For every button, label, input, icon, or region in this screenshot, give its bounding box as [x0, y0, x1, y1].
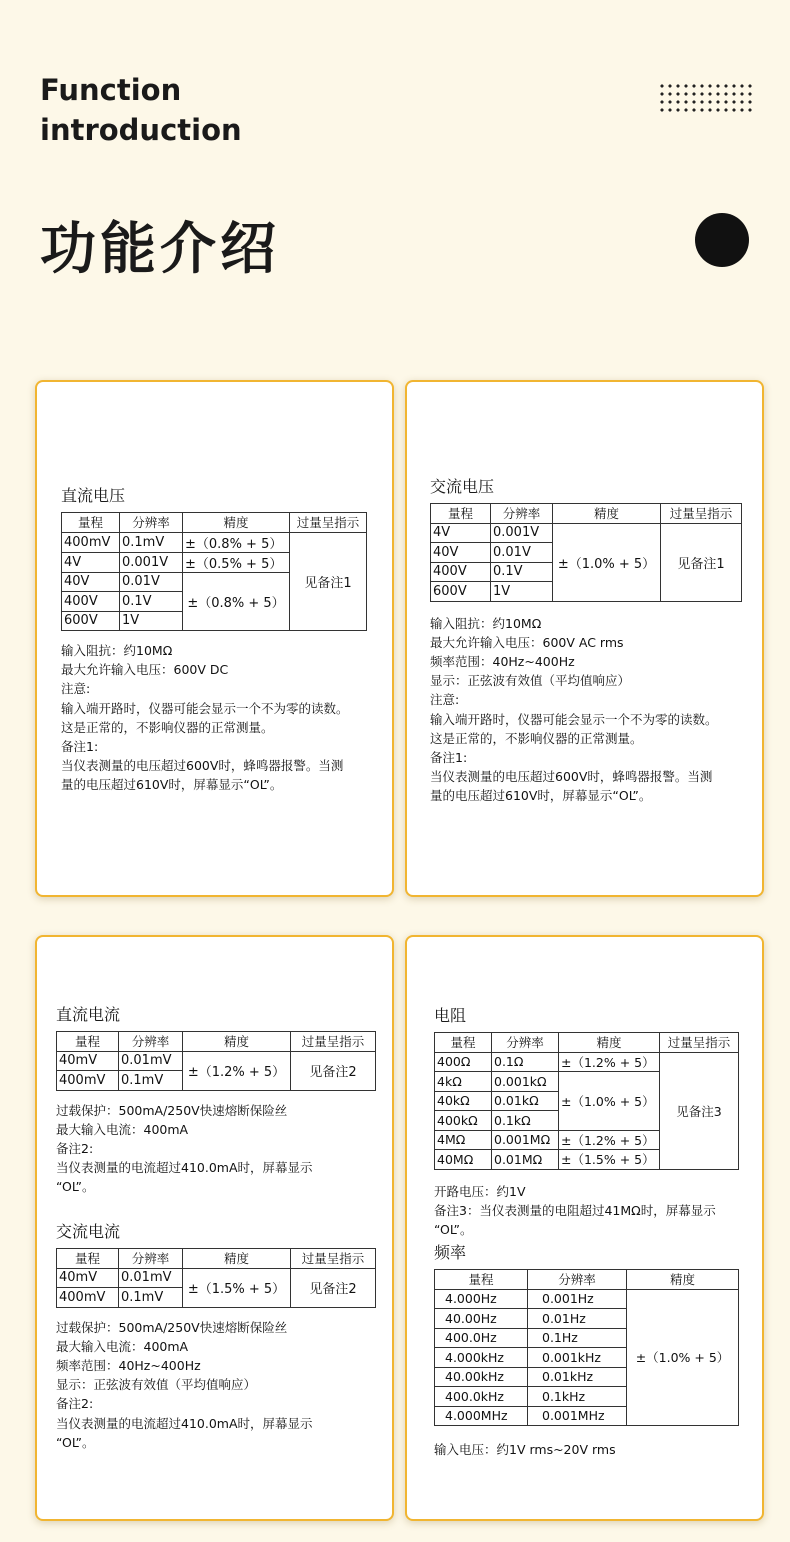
accuracy-cell: ±（1.0% + 5） — [553, 523, 661, 601]
card-resistance-frequency — [405, 935, 764, 1521]
section-notes — [56, 1318, 376, 1452]
section-frequency — [434, 1243, 739, 1459]
column-header: 过量呈指示 — [660, 1033, 739, 1053]
note-line: 量的电压超过610V时，屏幕显示“OL”。 — [61, 777, 283, 793]
note-line: 备注2: — [56, 1140, 94, 1156]
note-line: 显示：正弦波有效值（平均值响应） — [56, 1377, 257, 1393]
card-dc-voltage — [35, 380, 394, 897]
column-header: 过量呈指示 — [661, 504, 742, 524]
title-en-line1: Function — [40, 73, 182, 107]
resolution-cell: 0.01MΩ — [492, 1150, 559, 1170]
note-line: 最大输入电流：400mA — [56, 1338, 189, 1354]
range-cell: 600V — [62, 611, 120, 631]
section-title: 直流电压 — [61, 486, 126, 505]
column-header: 过量呈指示 — [291, 1032, 376, 1052]
accuracy-cell: ±（1.2% + 5） — [183, 1051, 291, 1090]
card-current — [35, 935, 394, 1521]
spec-table — [56, 1248, 376, 1308]
range-cell: 40mV — [57, 1268, 119, 1288]
column-header: 精度 — [183, 513, 290, 533]
decorative-dot-grid — [658, 82, 752, 96]
column-header: 量程 — [57, 1249, 119, 1269]
section-title: 交流电压 — [430, 477, 495, 496]
section-ac-voltage — [430, 477, 742, 806]
column-header: 量程 — [435, 1033, 492, 1053]
resolution-cell: 0.1mV — [119, 1288, 183, 1308]
accuracy-cell: ±（1.0% + 5） — [559, 1072, 660, 1131]
section-dc-current — [56, 1005, 376, 1197]
range-cell: 4.000kHz — [435, 1348, 528, 1368]
column-header: 量程 — [62, 513, 120, 533]
accuracy-cell: ±（1.2% + 5） — [559, 1130, 660, 1150]
resolution-cell: 0.001MΩ — [492, 1130, 559, 1150]
note-line: 频率范围：40Hz~400Hz — [430, 653, 575, 669]
note-line: 量的电压超过610V时，屏幕显示“OL”。 — [430, 788, 652, 804]
accuracy-cell: ±（0.8% + 5） — [183, 572, 290, 631]
resolution-cell: 0.001V — [491, 523, 553, 543]
range-cell: 400mV — [57, 1071, 119, 1091]
table-row — [57, 1051, 376, 1071]
decorative-dot-grid — [658, 98, 752, 112]
column-header: 分辨率 — [528, 1270, 627, 1290]
table-row — [57, 1268, 376, 1288]
accuracy-cell: ±（1.2% + 5） — [559, 1052, 660, 1072]
note-line: 最大允许输入电压：600V DC — [61, 662, 229, 678]
table-header-row — [57, 1032, 376, 1052]
spec-table — [56, 1031, 376, 1091]
resolution-cell: 0.1V — [120, 592, 183, 612]
range-cell: 600V — [431, 582, 491, 602]
note-line: 输入阻抗：约10MΩ — [430, 615, 542, 631]
range-cell: 400mV — [57, 1288, 119, 1308]
column-header: 精度 — [553, 504, 661, 524]
table-header-row — [435, 1270, 739, 1290]
note-line: 当仪表测量的电压超过600V时，蜂鸣器报警。当测 — [430, 769, 713, 785]
resolution-cell: 0.1kΩ — [492, 1111, 559, 1131]
overrange-cell: 见备注1 — [661, 523, 742, 601]
spec-table — [434, 1032, 739, 1170]
range-cell: 40V — [62, 572, 120, 592]
column-header: 过量呈指示 — [291, 1249, 376, 1269]
note-line: 输入端开路时，仪器可能会显示一个不为零的读数。 — [61, 700, 349, 716]
resolution-cell: 0.01V — [491, 543, 553, 563]
section-resistance — [434, 1006, 739, 1239]
range-cell: 400kΩ — [435, 1111, 492, 1131]
resolution-cell: 1V — [491, 582, 553, 602]
note-line: “OL”。 — [434, 1221, 473, 1237]
range-cell: 40MΩ — [435, 1150, 492, 1170]
resolution-cell: 0.001MHz — [528, 1406, 627, 1426]
note-line: 这是正常的，不影响仪器的正常测量。 — [61, 719, 274, 735]
note-line: 当仪表测量的电流超过410.0mA时，屏幕显示 — [56, 1160, 313, 1176]
resolution-cell: 0.01mV — [119, 1051, 183, 1071]
table-header-row — [431, 504, 742, 524]
section-notes — [434, 1182, 739, 1240]
column-header: 分辨率 — [120, 513, 183, 533]
resolution-cell: 0.001V — [120, 552, 183, 572]
range-cell: 4MΩ — [435, 1130, 492, 1150]
range-cell: 4V — [431, 523, 491, 543]
range-cell: 400Ω — [435, 1052, 492, 1072]
column-header: 量程 — [57, 1032, 119, 1052]
section-ac-current — [56, 1222, 376, 1452]
column-header: 分辨率 — [491, 504, 553, 524]
note-line: 当仪表测量的电压超过600V时，蜂鸣器报警。当测 — [61, 758, 344, 774]
range-cell: 4kΩ — [435, 1072, 492, 1092]
resolution-cell: 0.1kHz — [528, 1387, 627, 1407]
resolution-cell: 0.01V — [120, 572, 183, 592]
section-title: 电阻 — [434, 1006, 467, 1025]
note-line: “OL”。 — [56, 1179, 95, 1195]
range-cell: 400V — [431, 562, 491, 582]
range-cell: 4.000Hz — [435, 1289, 528, 1309]
page-title-chinese: 功能介绍 — [40, 217, 280, 282]
range-cell: 40.00Hz — [435, 1309, 528, 1329]
range-cell: 40mV — [57, 1051, 119, 1071]
resolution-cell: 0.1Hz — [528, 1328, 627, 1348]
note-line: 输入阻抗：约10MΩ — [61, 643, 173, 658]
note-line: 最大输入电流：400mA — [56, 1121, 189, 1137]
note-line: 开路电压：约1V — [434, 1183, 526, 1199]
spec-table — [430, 503, 742, 602]
resolution-cell: 0.1mV — [120, 532, 183, 552]
range-cell: 40kΩ — [435, 1091, 492, 1111]
resolution-cell: 0.01kHz — [528, 1367, 627, 1387]
note-line: 备注1: — [61, 739, 99, 755]
table-row — [435, 1052, 739, 1072]
table-header-row — [435, 1033, 739, 1053]
overrange-cell: 见备注2 — [291, 1268, 376, 1307]
column-header: 分辨率 — [119, 1032, 183, 1052]
column-header: 量程 — [431, 504, 491, 524]
range-cell: 400V — [62, 592, 120, 612]
section-title: 交流电流 — [56, 1222, 121, 1241]
section-title: 频率 — [434, 1243, 467, 1262]
note-line: 这是正常的，不影响仪器的正常测量。 — [430, 730, 643, 746]
resolution-cell: 0.01mV — [119, 1268, 183, 1288]
overrange-cell: 见备注3 — [660, 1052, 739, 1169]
decorative-circle — [695, 213, 749, 267]
section-dc-voltage — [61, 486, 367, 795]
table-header-row — [62, 513, 367, 533]
table-row — [435, 1289, 739, 1309]
resolution-cell: 0.1V — [491, 562, 553, 582]
accuracy-cell: ±（1.0% + 5） — [627, 1289, 739, 1426]
column-header: 过量呈指示 — [290, 513, 367, 533]
title-en-line2: introduction — [40, 113, 242, 147]
range-cell: 400.0kHz — [435, 1387, 528, 1407]
note-line: 当仪表测量的电流超过410.0mA时，屏幕显示 — [56, 1415, 313, 1431]
resolution-cell: 0.1mV — [119, 1071, 183, 1091]
note-line: 显示：正弦波有效值（平均值响应） — [430, 673, 631, 689]
column-header: 精度 — [627, 1270, 739, 1290]
resolution-cell: 0.01Hz — [528, 1309, 627, 1329]
accuracy-cell: ±（1.5% + 5） — [559, 1150, 660, 1170]
resolution-cell: 1V — [120, 611, 183, 631]
range-cell: 4V — [62, 552, 120, 572]
range-cell: 400.0Hz — [435, 1328, 528, 1348]
note-line: 输入端开路时，仪器可能会显示一个不为零的读数。 — [430, 711, 718, 727]
note-line: 频率范围：40Hz~400Hz — [56, 1357, 201, 1373]
note-line: 过载保护：500mA/250V快速熔断保险丝 — [56, 1319, 288, 1335]
note-line: 过载保护：500mA/250V快速熔断保险丝 — [56, 1102, 288, 1118]
column-header: 分辨率 — [492, 1033, 559, 1053]
section-title: 直流电流 — [56, 1005, 121, 1024]
range-cell: 40V — [431, 543, 491, 563]
note-line: “OL”。 — [56, 1434, 95, 1450]
overrange-cell: 见备注1 — [290, 532, 367, 631]
accuracy-cell: ±（0.5% + 5） — [183, 552, 290, 572]
accuracy-cell: ±（0.8% + 5） — [183, 532, 290, 552]
column-header: 精度 — [183, 1032, 291, 1052]
range-cell: 400mV — [62, 532, 120, 552]
resolution-cell: 0.001Hz — [528, 1289, 627, 1309]
page-title-english — [40, 70, 242, 150]
range-cell: 4.000MHz — [435, 1406, 528, 1426]
table-row — [62, 532, 367, 552]
range-cell: 40.00kHz — [435, 1367, 528, 1387]
accuracy-cell: ±（1.5% + 5） — [183, 1268, 291, 1307]
column-header: 量程 — [435, 1270, 528, 1290]
note-line: 最大允许输入电压：600V AC rms — [430, 634, 624, 650]
section-notes — [434, 1440, 739, 1459]
note-line: 输入电压：约1V rms~20V rms — [434, 1442, 616, 1457]
overrange-cell: 见备注2 — [291, 1051, 376, 1090]
note-line: 备注1: — [430, 749, 468, 765]
spec-table — [61, 512, 367, 631]
spec-table — [434, 1269, 739, 1426]
column-header: 分辨率 — [119, 1249, 183, 1269]
resolution-cell: 0.001kHz — [528, 1348, 627, 1368]
table-row — [431, 523, 742, 543]
card-ac-voltage — [405, 380, 764, 897]
column-header: 精度 — [183, 1249, 291, 1269]
note-line: 注意: — [61, 681, 91, 697]
note-line: 备注2: — [56, 1396, 94, 1412]
resolution-cell: 0.01kΩ — [492, 1091, 559, 1111]
column-header: 精度 — [559, 1033, 660, 1053]
resolution-cell: 0.1Ω — [492, 1052, 559, 1072]
section-notes — [430, 614, 742, 806]
section-notes — [61, 641, 367, 795]
note-line: 备注3：当仪表测量的电阻超过41MΩ时，屏幕显示 — [434, 1202, 716, 1218]
table-header-row — [57, 1249, 376, 1269]
section-notes — [56, 1101, 376, 1197]
resolution-cell: 0.001kΩ — [492, 1072, 559, 1092]
note-line: 注意: — [430, 692, 460, 708]
